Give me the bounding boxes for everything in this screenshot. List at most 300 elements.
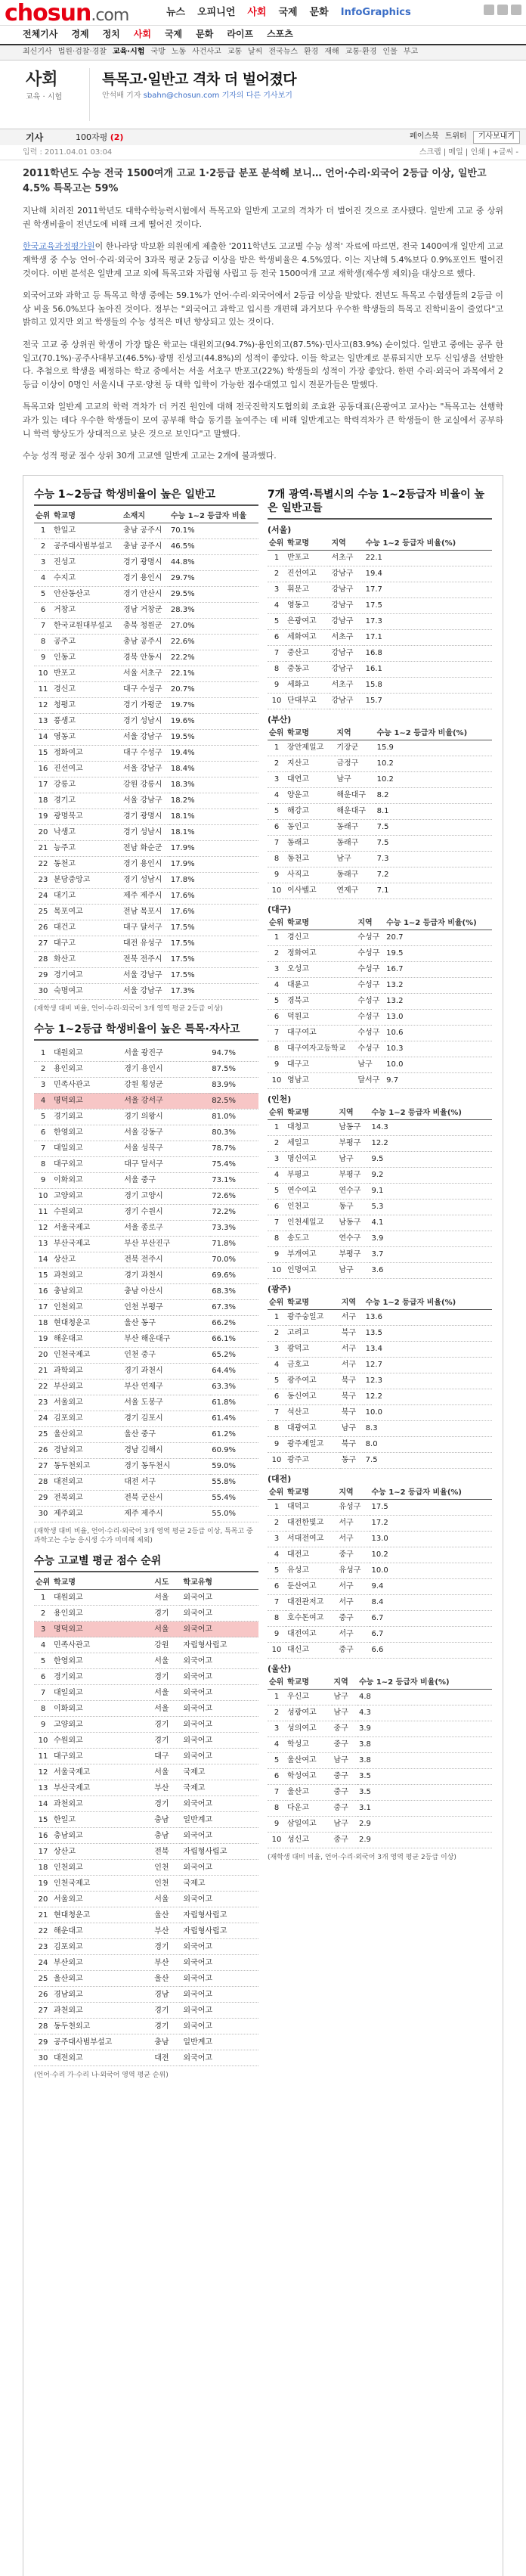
cell-school: 대전한빛고: [286, 1515, 337, 1531]
cell-value: 22.1: [364, 551, 492, 566]
cell-school: 대전외고: [52, 2050, 153, 2066]
cell-location: 울산: [153, 1971, 181, 1987]
main-nav-world[interactable]: 국제: [164, 29, 183, 40]
table-row: [34, 1749, 258, 1764]
cell-region: 동래구: [335, 836, 375, 852]
cell-value: 15.7: [364, 694, 492, 709]
cell-school: 동천고: [52, 856, 122, 872]
main-nav-economy[interactable]: 경제: [71, 29, 89, 40]
cell-rank: 7: [34, 1141, 52, 1156]
sub-nav-item[interactable]: 부고: [403, 48, 419, 57]
table-row: [34, 2003, 258, 2019]
table-row: [34, 967, 258, 983]
table-row: [34, 634, 258, 650]
cell-school: 민족사관고: [52, 1637, 153, 1653]
cell-rank: 25: [34, 1971, 52, 1987]
cell-rank: 10: [34, 666, 52, 681]
table-title-regional: 7개 광역·특별시의 수능 1~2등급자 비율이 높은 일반고들: [268, 488, 492, 520]
table-row: [34, 1109, 258, 1125]
cell-location: 제주 제주시: [122, 888, 169, 904]
cell-value: 10.0: [364, 1404, 492, 1420]
cell-location: 강원: [153, 1637, 181, 1653]
col-type: 학교유형: [181, 1577, 258, 1590]
cell-rank: 8: [268, 852, 286, 867]
cell-value: 외국어고: [181, 1590, 258, 1606]
table-row: [34, 681, 258, 697]
sub-nav-item[interactable]: 교통·환경: [345, 48, 377, 57]
table-row: [268, 1705, 492, 1721]
cell-school: 고양외고: [52, 1188, 122, 1204]
site-logo[interactable]: [5, 2, 128, 27]
cell-region: 중구: [337, 1547, 370, 1563]
cell-region: 동래구: [335, 820, 375, 836]
cell-value: 13.5: [364, 1325, 492, 1341]
cell-school: 동신여고: [286, 1389, 340, 1404]
table-row: [34, 856, 258, 872]
table-row: [268, 551, 492, 566]
table-row: [34, 1395, 258, 1411]
table-regional: [268, 728, 492, 899]
cell-rank: 2: [268, 1705, 286, 1721]
cell-location: 서울 강남구: [122, 761, 169, 777]
table-row: [268, 1009, 492, 1025]
cell-rank: 5: [268, 614, 286, 630]
table-row: [268, 836, 492, 852]
cell-region: 남동구: [337, 1215, 370, 1231]
cell-rank: 7: [34, 618, 52, 634]
cell-school: 진선여고: [52, 761, 122, 777]
cell-value: 44.8%: [169, 554, 258, 570]
cell-value: 59.0%: [210, 1458, 258, 1474]
cell-school: 대신고: [286, 1642, 337, 1658]
cell-value: 18.4%: [169, 761, 258, 777]
table-row: [268, 1341, 492, 1357]
cell-school: 삼일여고: [286, 1816, 332, 1832]
cell-school: 영동고: [286, 598, 330, 614]
cell-region: 남구: [337, 1262, 370, 1278]
share-twitter[interactable]: 트위터: [444, 132, 467, 141]
cell-rank: 3: [268, 1531, 286, 1547]
twitter-icon[interactable]: [497, 5, 508, 15]
search-icon[interactable]: [511, 5, 521, 15]
cell-region: 달서구: [356, 1072, 385, 1088]
col-rank: 순위: [268, 1107, 286, 1120]
cell-value: 13.6: [364, 1309, 492, 1325]
paragraph-with-links: [23, 240, 503, 280]
cell-rank: 14: [34, 729, 52, 745]
byline-more-link[interactable]: 기자의 다른 기사보기: [221, 92, 292, 100]
sub-nav-item[interactable]: 인물: [382, 48, 398, 57]
table-row: [268, 772, 492, 788]
cell-school: 서울외고: [52, 1395, 122, 1411]
top-nav-news[interactable]: 뉴스: [166, 7, 186, 18]
cell-school: 경남외고: [52, 1442, 122, 1458]
cell-value: 외국어고: [181, 1860, 258, 1876]
col-school: 학교명: [286, 1297, 340, 1310]
cell-school: 부개여고: [286, 1246, 337, 1262]
table-row: [34, 1669, 258, 1685]
cell-school: 우신고: [286, 1689, 332, 1705]
sub-nav-item[interactable]: 교육·시험: [112, 48, 145, 57]
table-note: (언어·수리 가·수리 나·외국어 영역 평균 순위): [34, 2072, 169, 2080]
share-tools: [410, 131, 520, 144]
article-options[interactable]: 스크랩 | 메일 | 인쇄 | +글씨 -: [419, 148, 518, 157]
cell-school: 광덕고: [286, 1341, 340, 1357]
cell-rank: 5: [268, 1563, 286, 1578]
cell-rank: 3: [268, 1341, 286, 1357]
cell-rank: 16: [34, 1283, 52, 1299]
table-row: [34, 1252, 258, 1268]
cell-value: 64.4%: [210, 1363, 258, 1379]
cell-rank: 13: [34, 1236, 52, 1252]
cell-school: 과천외고: [52, 1268, 122, 1283]
table-regional: [268, 1487, 492, 1659]
table-row: [34, 1188, 258, 1204]
link-kice[interactable]: 한국교육과정평가원: [23, 241, 95, 252]
cell-location: 경기 김포시: [122, 1411, 210, 1426]
cell-location: 경기: [153, 1796, 181, 1812]
section-name[interactable]: 사회: [26, 70, 58, 89]
cell-rank: 6: [268, 1768, 286, 1784]
cell-rank: 11: [34, 681, 52, 697]
table-row: [268, 1499, 492, 1515]
cell-school: 진선여고: [286, 566, 330, 582]
sub-nav-item[interactable]: 국방: [150, 48, 166, 57]
cell-school: 지산고: [286, 756, 335, 772]
cell-value: 29.7%: [169, 570, 258, 586]
col-school: 학교명: [52, 1577, 153, 1590]
table-row: [34, 1490, 258, 1506]
table-row: [34, 1939, 258, 1955]
cell-school: 인동고: [52, 650, 122, 666]
table-row: [34, 1506, 258, 1522]
main-nav-sports[interactable]: 스포츠: [267, 29, 293, 40]
cell-school: 대광여고: [286, 1420, 340, 1436]
top-nav-culture[interactable]: 문화: [309, 7, 329, 18]
cell-location: 부산 해운대구: [122, 1331, 210, 1347]
cell-location: 경기: [153, 1717, 181, 1733]
cell-region: 수성구: [356, 1041, 385, 1057]
sub-nav-item[interactable]: 노동: [171, 48, 187, 57]
cell-location: 서울 강동구: [122, 1125, 210, 1141]
cell-location: 서울 광진구: [122, 1045, 210, 1061]
cell-school: 충남외고: [52, 1283, 122, 1299]
cell-rank: 17: [34, 1844, 52, 1860]
cell-region: 수성구: [356, 1025, 385, 1041]
share-facebook[interactable]: 페이스북: [410, 132, 439, 141]
region-label: (대구): [268, 905, 292, 915]
sub-nav-item[interactable]: 교통: [227, 48, 243, 57]
table-row: [268, 1325, 492, 1341]
cell-school: 공주고: [52, 634, 122, 650]
cell-rank: 1: [268, 1499, 286, 1515]
table-row: [268, 977, 492, 993]
table-row: [34, 538, 258, 554]
article-title: 특목고·일반고 격차 더 벌어졌다: [102, 71, 297, 88]
cell-location: 전남 화순군: [122, 840, 169, 856]
table-row: [268, 1246, 492, 1262]
cell-location: 경기 고양시: [122, 1188, 210, 1204]
cell-value: 4.8: [357, 1689, 492, 1705]
tab-comments-count: (2): [110, 132, 124, 142]
table-row: [268, 1199, 492, 1215]
cell-rank: 24: [34, 1955, 52, 1971]
col-region: 지역: [337, 1487, 370, 1500]
table-row: [268, 1689, 492, 1705]
sub-nav-item[interactable]: 사건사고: [192, 48, 221, 57]
cell-value: 66.1%: [210, 1331, 258, 1347]
cell-value: 18.3%: [169, 777, 258, 793]
cell-school: 중산고: [286, 646, 330, 662]
cell-value: 13.4: [364, 1341, 492, 1357]
sub-nav-item[interactable]: 법원·검찰·경찰: [57, 48, 107, 57]
cell-location: 부산: [153, 1780, 181, 1796]
tab-article[interactable]: 기사: [26, 132, 44, 143]
cell-rank: 8: [268, 1231, 286, 1246]
cell-value: 17.5%: [169, 967, 258, 983]
cell-location: 인천 중구: [122, 1347, 210, 1363]
col-rank: 순위: [268, 1677, 286, 1690]
cell-location: 강원 횡성군: [122, 1077, 210, 1093]
col-ratio: 수능 1~2 등급자 비율(%): [364, 1297, 492, 1310]
cell-school: 연수여고: [286, 1183, 337, 1199]
cell-location: 서울: [153, 1590, 181, 1606]
cell-rank: 10: [268, 1642, 286, 1658]
table-row: [34, 1172, 258, 1188]
cell-school: 한일고: [52, 523, 122, 538]
cell-value: 3.7: [370, 1246, 492, 1262]
cell-value: 17.7: [364, 582, 492, 598]
cell-school: 부산외고: [52, 1955, 153, 1971]
cell-school: 수원외고: [52, 1733, 153, 1749]
cell-region: 남구: [335, 852, 375, 867]
paragraph: 외국어고와 과학고 등 특목고 학생 중에는 59.1%가 언어·수리·외국어에서 2등급 이상을 받았다. 전년도 특목고 수험생들의 2등급 이상 비율 56.0%보다 높아진 것이다. 정부는 "외국어고 과학고 입시를 개편해 과거보다 우수한 학생들의 특목고 진학비율이 줄었다"고 밝히고 있지만 외고 학생들의 수능 성적은 매년 향상되고 있는 것이다.: [23, 290, 503, 327]
cell-rank: 24: [34, 888, 52, 904]
cell-rank: 28: [34, 1474, 52, 1490]
cell-value: 외국어고: [181, 2019, 258, 2034]
table-row: [268, 961, 492, 977]
cell-location: 전북 전주시: [122, 951, 169, 967]
main-nav-politics[interactable]: 정치: [102, 29, 120, 40]
cell-school: 동두천외고: [52, 1458, 122, 1474]
cell-school: 광주제일고: [286, 1436, 340, 1452]
table-regional: [268, 538, 492, 709]
cell-school: 덕원고: [286, 1009, 356, 1025]
cell-value: 17.1: [364, 630, 492, 646]
table-row: [268, 646, 492, 662]
cell-region: 연수구: [337, 1231, 370, 1246]
table-row: [34, 1045, 258, 1061]
table-row: [268, 1389, 492, 1404]
table-row: [268, 1610, 492, 1626]
table-row: [268, 1816, 492, 1832]
top-nav-opinion[interactable]: 오피니언: [197, 7, 236, 18]
cell-value: 81.0%: [210, 1109, 258, 1125]
top-nav-world[interactable]: 국제: [278, 7, 298, 18]
cell-school: 서울국제고: [52, 1220, 122, 1236]
cell-value: 외국어고: [181, 1733, 258, 1749]
main-nav-life[interactable]: 라이프: [227, 29, 254, 40]
main-nav-all[interactable]: 전체기사: [23, 29, 58, 40]
cell-value: 일반계고: [181, 2034, 258, 2050]
cell-region: 강남구: [330, 598, 364, 614]
cell-rank: 23: [34, 1939, 52, 1955]
cell-region: 남구: [332, 1752, 357, 1768]
cell-value: 78.7%: [210, 1141, 258, 1156]
cell-rank: 9: [268, 1057, 286, 1072]
table-row: [34, 1733, 258, 1749]
table-row: [34, 1347, 258, 1363]
table-row: [34, 1987, 258, 2003]
cell-school: 금호고: [286, 1357, 340, 1373]
sub-nav-item[interactable]: 환경: [304, 48, 319, 57]
cell-school: 현대청운고: [52, 1907, 153, 1923]
cell-location: 경기: [153, 2019, 181, 2034]
cell-value: 60.9%: [210, 1442, 258, 1458]
cell-rank: 13: [34, 713, 52, 729]
cell-rank: 6: [34, 1669, 52, 1685]
table-row: [34, 1077, 258, 1093]
cell-region: 강남구: [330, 646, 364, 662]
tab-comments[interactable]: [76, 132, 123, 144]
cell-location: 대구 수성구: [122, 745, 169, 761]
cell-location: 경기: [153, 1939, 181, 1955]
cell-region: 중구: [332, 1768, 357, 1784]
region-label: (서울): [268, 525, 292, 535]
cell-location: 경기 용인시: [122, 1061, 210, 1077]
table-row: [268, 1436, 492, 1452]
cell-school: 경기여고: [52, 967, 122, 983]
top-nav-infographics[interactable]: InfoGraphics: [340, 7, 411, 18]
table-row: [268, 1547, 492, 1563]
cell-school: 성신고: [286, 1832, 332, 1848]
cell-value: 외국어고: [181, 1685, 258, 1701]
send-article-dropdown[interactable]: 기사보내기: [473, 131, 520, 144]
table-row: [34, 1780, 258, 1796]
cell-value: 22.6%: [169, 634, 258, 650]
table-row: [34, 1764, 258, 1780]
cell-rank: 8: [268, 662, 286, 678]
cell-value: 10.3: [385, 1041, 492, 1057]
cell-region: 북구: [340, 1436, 364, 1452]
cell-region: 남구: [332, 1689, 357, 1705]
paragraph: 수능 성적 평균 점수 상위 30개 고교엔 일반계 고교는 2개에 불과했다.: [23, 451, 277, 461]
main-nav-society[interactable]: 사회: [133, 29, 151, 40]
table-row: [268, 1800, 492, 1816]
table-row: [34, 1125, 258, 1141]
sub-nav-item[interactable]: 날씨: [248, 48, 263, 57]
cell-value: 71.8%: [210, 1236, 258, 1252]
cell-value: 9.2: [370, 1167, 492, 1183]
cell-school: 화산고: [52, 951, 122, 967]
cell-value: 19.7%: [169, 697, 258, 713]
cell-value: 13.0: [385, 1009, 492, 1025]
table-row: [34, 1411, 258, 1426]
facebook-icon[interactable]: [484, 5, 494, 15]
cell-location: 대구 달서구: [122, 920, 169, 936]
paragraph: 전국 고교 중 상위권 학생이 가장 많은 학교는 대원외고(94.7%)·용인외고(87.5%)·민사고(83.9%) 순이었다. 일반고 중에는 공주 한일고(70.1%)·공주사대부고(46.5%)·광명 진성고(44.8%)의 성적이 좋았다. 이들 학교는 일반계로 분류되지만 모두 신입생을 선발한다. 추첨으로 학생을 배정하는 학교 중에서는 서울 서초구 반포고(22%) 학생들의 성적이 가장 좋았다. 한편 수리·외국어 과목에서 2등급 이상이 0명인 서울시내 구로·양천 등 대학 입학이 가능한 점수대였고 입시 전문가들은 말했다.: [23, 340, 503, 390]
cell-rank: 6: [268, 1578, 286, 1594]
cell-school: 수지고: [52, 570, 122, 586]
cell-region: 서구: [340, 1341, 364, 1357]
cell-value: 19.4%: [169, 745, 258, 761]
cell-rank: 4: [268, 1736, 286, 1752]
cell-rank: 29: [34, 1490, 52, 1506]
table-row: [34, 1844, 258, 1860]
col-school: 학교명: [286, 1107, 337, 1120]
sub-nav-item[interactable]: 재해: [324, 48, 339, 57]
cell-value: 10.2: [370, 1547, 492, 1563]
col-school: 학교명: [286, 728, 335, 740]
cell-value: 4.3: [357, 1705, 492, 1721]
cell-location: 경기 용인시: [122, 570, 169, 586]
cell-value: 65.2%: [210, 1347, 258, 1363]
table-row: [34, 1093, 258, 1109]
cell-value: 7.5: [376, 836, 492, 852]
col-region: 지역: [340, 1297, 364, 1310]
cell-rank: 1: [268, 1309, 286, 1325]
cell-rank: 2: [34, 1606, 52, 1622]
cell-school: 전북외고: [52, 1490, 122, 1506]
cell-rank: 1: [268, 551, 286, 566]
cell-value: 18.1%: [169, 824, 258, 840]
table-row: [268, 694, 492, 709]
cell-location: 충남 아산시: [122, 1283, 210, 1299]
cell-rank: 10: [268, 694, 286, 709]
cell-school: 동천고: [286, 852, 335, 867]
cell-school: 명덕외고: [52, 1093, 122, 1109]
byline-email[interactable]: sbahn@chosun.com: [143, 92, 220, 100]
tab-comments-label: 100자평: [76, 132, 108, 142]
cell-region: 수성구: [356, 961, 385, 977]
cell-rank: 11: [34, 1749, 52, 1764]
cell-rank: 27: [34, 2003, 52, 2019]
table-row: [34, 1590, 258, 1606]
cell-school: 부산국제고: [52, 1780, 153, 1796]
cell-school: 동인고: [286, 820, 335, 836]
cell-value: 17.5: [364, 598, 492, 614]
sub-nav-item[interactable]: 전국뉴스: [268, 48, 299, 57]
cell-school: 대일외고: [52, 1685, 153, 1701]
table-row: [34, 872, 258, 888]
cell-school: 대구고: [52, 936, 122, 951]
cell-school: 사직고: [286, 867, 335, 883]
cell-location: 충북 청원군: [122, 618, 169, 634]
logo-text: chosun: [5, 0, 91, 26]
section-sub[interactable]: 교육 · 시험: [26, 93, 63, 101]
cell-school: 동두천외고: [52, 2019, 153, 2034]
sub-nav-item[interactable]: 최신기사: [23, 48, 52, 57]
top-nav-society[interactable]: 사회: [247, 7, 267, 18]
main-nav-culture[interactable]: 문화: [196, 29, 214, 40]
cell-school: 서울국제고: [52, 1764, 153, 1780]
cell-school: 대륜고: [286, 977, 356, 993]
cell-location: 강원 강릉시: [122, 777, 169, 793]
cell-rank: 21: [34, 840, 52, 856]
cell-rank: 15: [34, 1812, 52, 1828]
cell-location: 경기 안산시: [122, 586, 169, 602]
table-row: [34, 650, 258, 666]
cell-region: 기장군: [335, 740, 375, 756]
cell-rank: 17: [34, 777, 52, 793]
sub-nav: [0, 45, 526, 61]
table-row: [34, 2050, 258, 2066]
table-row: [268, 930, 492, 945]
cell-region: 서초구: [330, 678, 364, 694]
table-row: [268, 1832, 492, 1848]
cell-value: 55.8%: [210, 1474, 258, 1490]
cell-region: 강남구: [330, 566, 364, 582]
